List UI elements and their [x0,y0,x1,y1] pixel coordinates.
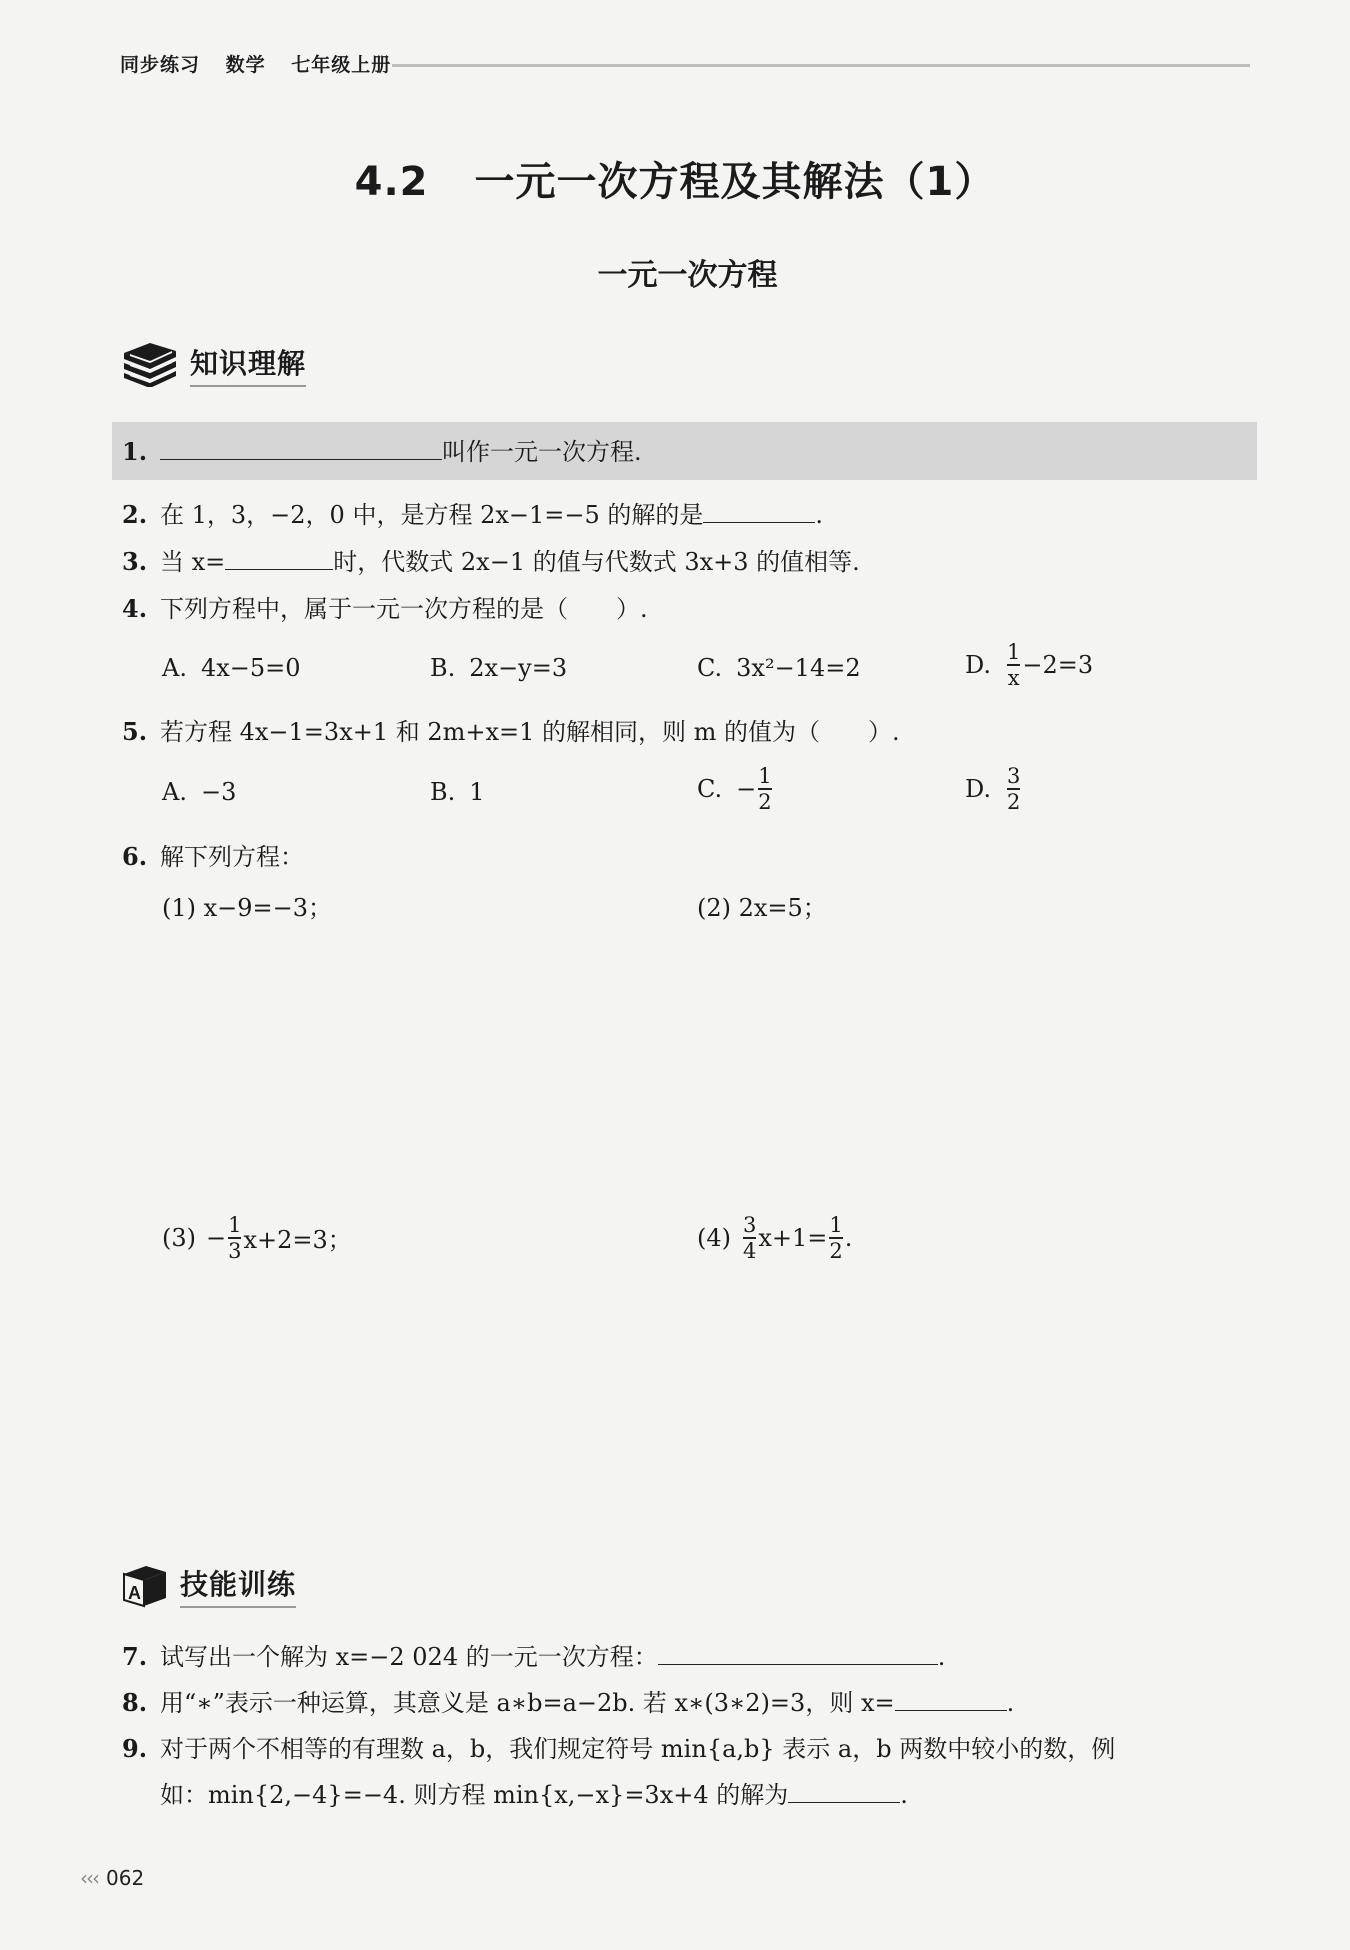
period: . [844,1223,853,1252]
question-9-line-2 [160,1780,908,1810]
question-2 [122,500,823,530]
period: . [1006,1689,1015,1717]
question-number: 1. [122,437,148,466]
numerator: 1 [758,764,772,788]
answer-blank[interactable] [895,1688,1007,1711]
option-text: 4x−5=0 [200,654,301,682]
page-footer [80,1866,144,1890]
question-4 [122,594,648,624]
option-text: 1 [469,778,485,806]
minus-sign: − [736,774,757,803]
lesson-subtitle: 一元一次方程 [597,258,778,293]
question-number: 9. [122,1734,148,1763]
q6-part-3 [162,1213,352,1263]
fraction [1007,764,1020,814]
question-text: 试写出一个解为 x=−2 024 的一元一次方程： [160,1643,658,1671]
period: . [815,501,824,529]
section-label: 技能训练 [180,1563,296,1608]
option-text: −2=3 [1022,650,1094,679]
denominator: 3 [228,1238,242,1263]
q4-option-b[interactable] [430,654,567,682]
option-letter: D. [965,774,992,803]
question-number: 3. [122,547,148,576]
q5-option-d[interactable] [965,764,1022,814]
answer-blank[interactable] [160,437,442,460]
question-1 [122,437,642,467]
question-9 [122,1734,1115,1764]
part-label: (4) [697,1223,731,1252]
section-heading-skills [120,1562,296,1608]
q4-option-d[interactable] [965,640,1093,690]
q4-option-c[interactable] [697,654,861,682]
denominator: 2 [1007,789,1021,814]
answer-blank[interactable] [788,1780,900,1803]
q5-option-c[interactable] [697,764,774,814]
option-letter: A. [162,778,187,806]
question-6 [122,842,304,872]
fraction [228,1213,241,1263]
fraction [829,1213,842,1263]
question-text: 下列方程中，属于一元一次方程的是（ ）. [160,595,648,623]
grade-name: 七年级上册 [291,54,392,76]
numerator: 3 [1007,764,1021,788]
option-text: −3 [200,778,237,806]
q5-option-a[interactable] [162,778,236,806]
section-title: 一元一次方程及其解法（1） [474,159,996,205]
subject-name: 数学 [225,54,266,76]
denominator: x [1007,665,1020,690]
question-text: 用“∗”表示一种运算，其意义是 a∗b=a−2b. 若 x∗(3∗2)=3，则 x= [160,1689,895,1717]
question-number: 2. [122,500,148,529]
equation-text: x+2=3； [243,1226,352,1255]
q6-part-2: (2) 2x=5； [697,894,827,922]
book-name: 同步练习 [120,54,201,76]
section-heading-knowledge [120,342,306,387]
answer-blank[interactable] [225,547,333,570]
question-number: 4. [122,594,148,623]
question-3 [122,547,860,577]
numerator: 1 [228,1213,242,1237]
option-text: 3x²−14=2 [736,654,861,682]
q6-part-4 [697,1213,852,1263]
chapter-title [0,150,1350,207]
option-letter: C. [697,654,723,682]
fraction [1007,640,1020,690]
question-text: 叫作一元一次方程. [442,438,642,466]
question-text: 解下列方程： [160,843,304,871]
option-letter: C. [697,774,723,803]
option-letter: B. [430,778,456,806]
running-head [120,50,409,77]
question-text: 若方程 4x−1=3x+1 和 2m+x=1 的解相同，则 m 的值为（ ）. [160,718,900,746]
question-number: 7. [122,1642,148,1671]
q5-option-b[interactable] [430,778,485,806]
equation-text: x+1= [758,1223,828,1252]
period: . [900,1781,908,1809]
question-text: 对于两个不相等的有理数 a，b，我们规定符号 min{a,b} 表示 a，b 两数中较小的数，例 [160,1735,1116,1763]
question-text-cont: 如：min{2,−4}=−4. 则方程 min{x,−x}=3x+4 的解为 [160,1781,789,1809]
option-letter: D. [965,650,992,679]
question-8 [122,1688,1014,1718]
section-number: 4.2 [354,159,429,205]
denominator: 2 [758,789,772,814]
option-letter: A. [162,654,187,682]
question-5 [122,717,900,747]
numerator: 1 [1007,640,1021,664]
books-icon [120,343,178,387]
page-number: 062 [106,1866,145,1890]
option-text: 2x−y=3 [469,654,568,682]
svg-text:A: A [128,1583,141,1603]
fraction [743,1213,756,1263]
numerator: 3 [743,1213,757,1237]
question-number: 5. [122,717,148,746]
question-text: 在 1，3，−2，0 中，是方程 2x−1=−5 的解的是 [160,501,704,529]
answer-blank[interactable] [703,500,815,523]
question-number: 8. [122,1688,148,1717]
numerator: 1 [829,1213,843,1237]
answer-blank[interactable] [658,1642,938,1665]
chevrons-left-icon: ‹‹‹ [80,1866,98,1890]
denominator: 4 [743,1238,757,1263]
denominator: 2 [829,1238,843,1263]
question-number: 6. [122,842,148,871]
section-label: 知识理解 [190,342,306,387]
fraction [758,764,771,814]
part-label: (3) [162,1223,196,1252]
q4-option-a[interactable] [162,654,301,682]
question-7 [122,1642,945,1672]
question-text: 当 x= [160,548,226,576]
question-text-cont: 时，代数式 2x−1 的值与代数式 3x+3 的值相等. [333,548,860,576]
minus-sign: − [206,1223,227,1252]
abc-block-icon [120,1562,168,1608]
header-rule [392,64,1250,67]
q6-part-1: (1) x−9=−3； [162,894,333,922]
period: . [937,1643,946,1671]
option-letter: B. [430,654,456,682]
